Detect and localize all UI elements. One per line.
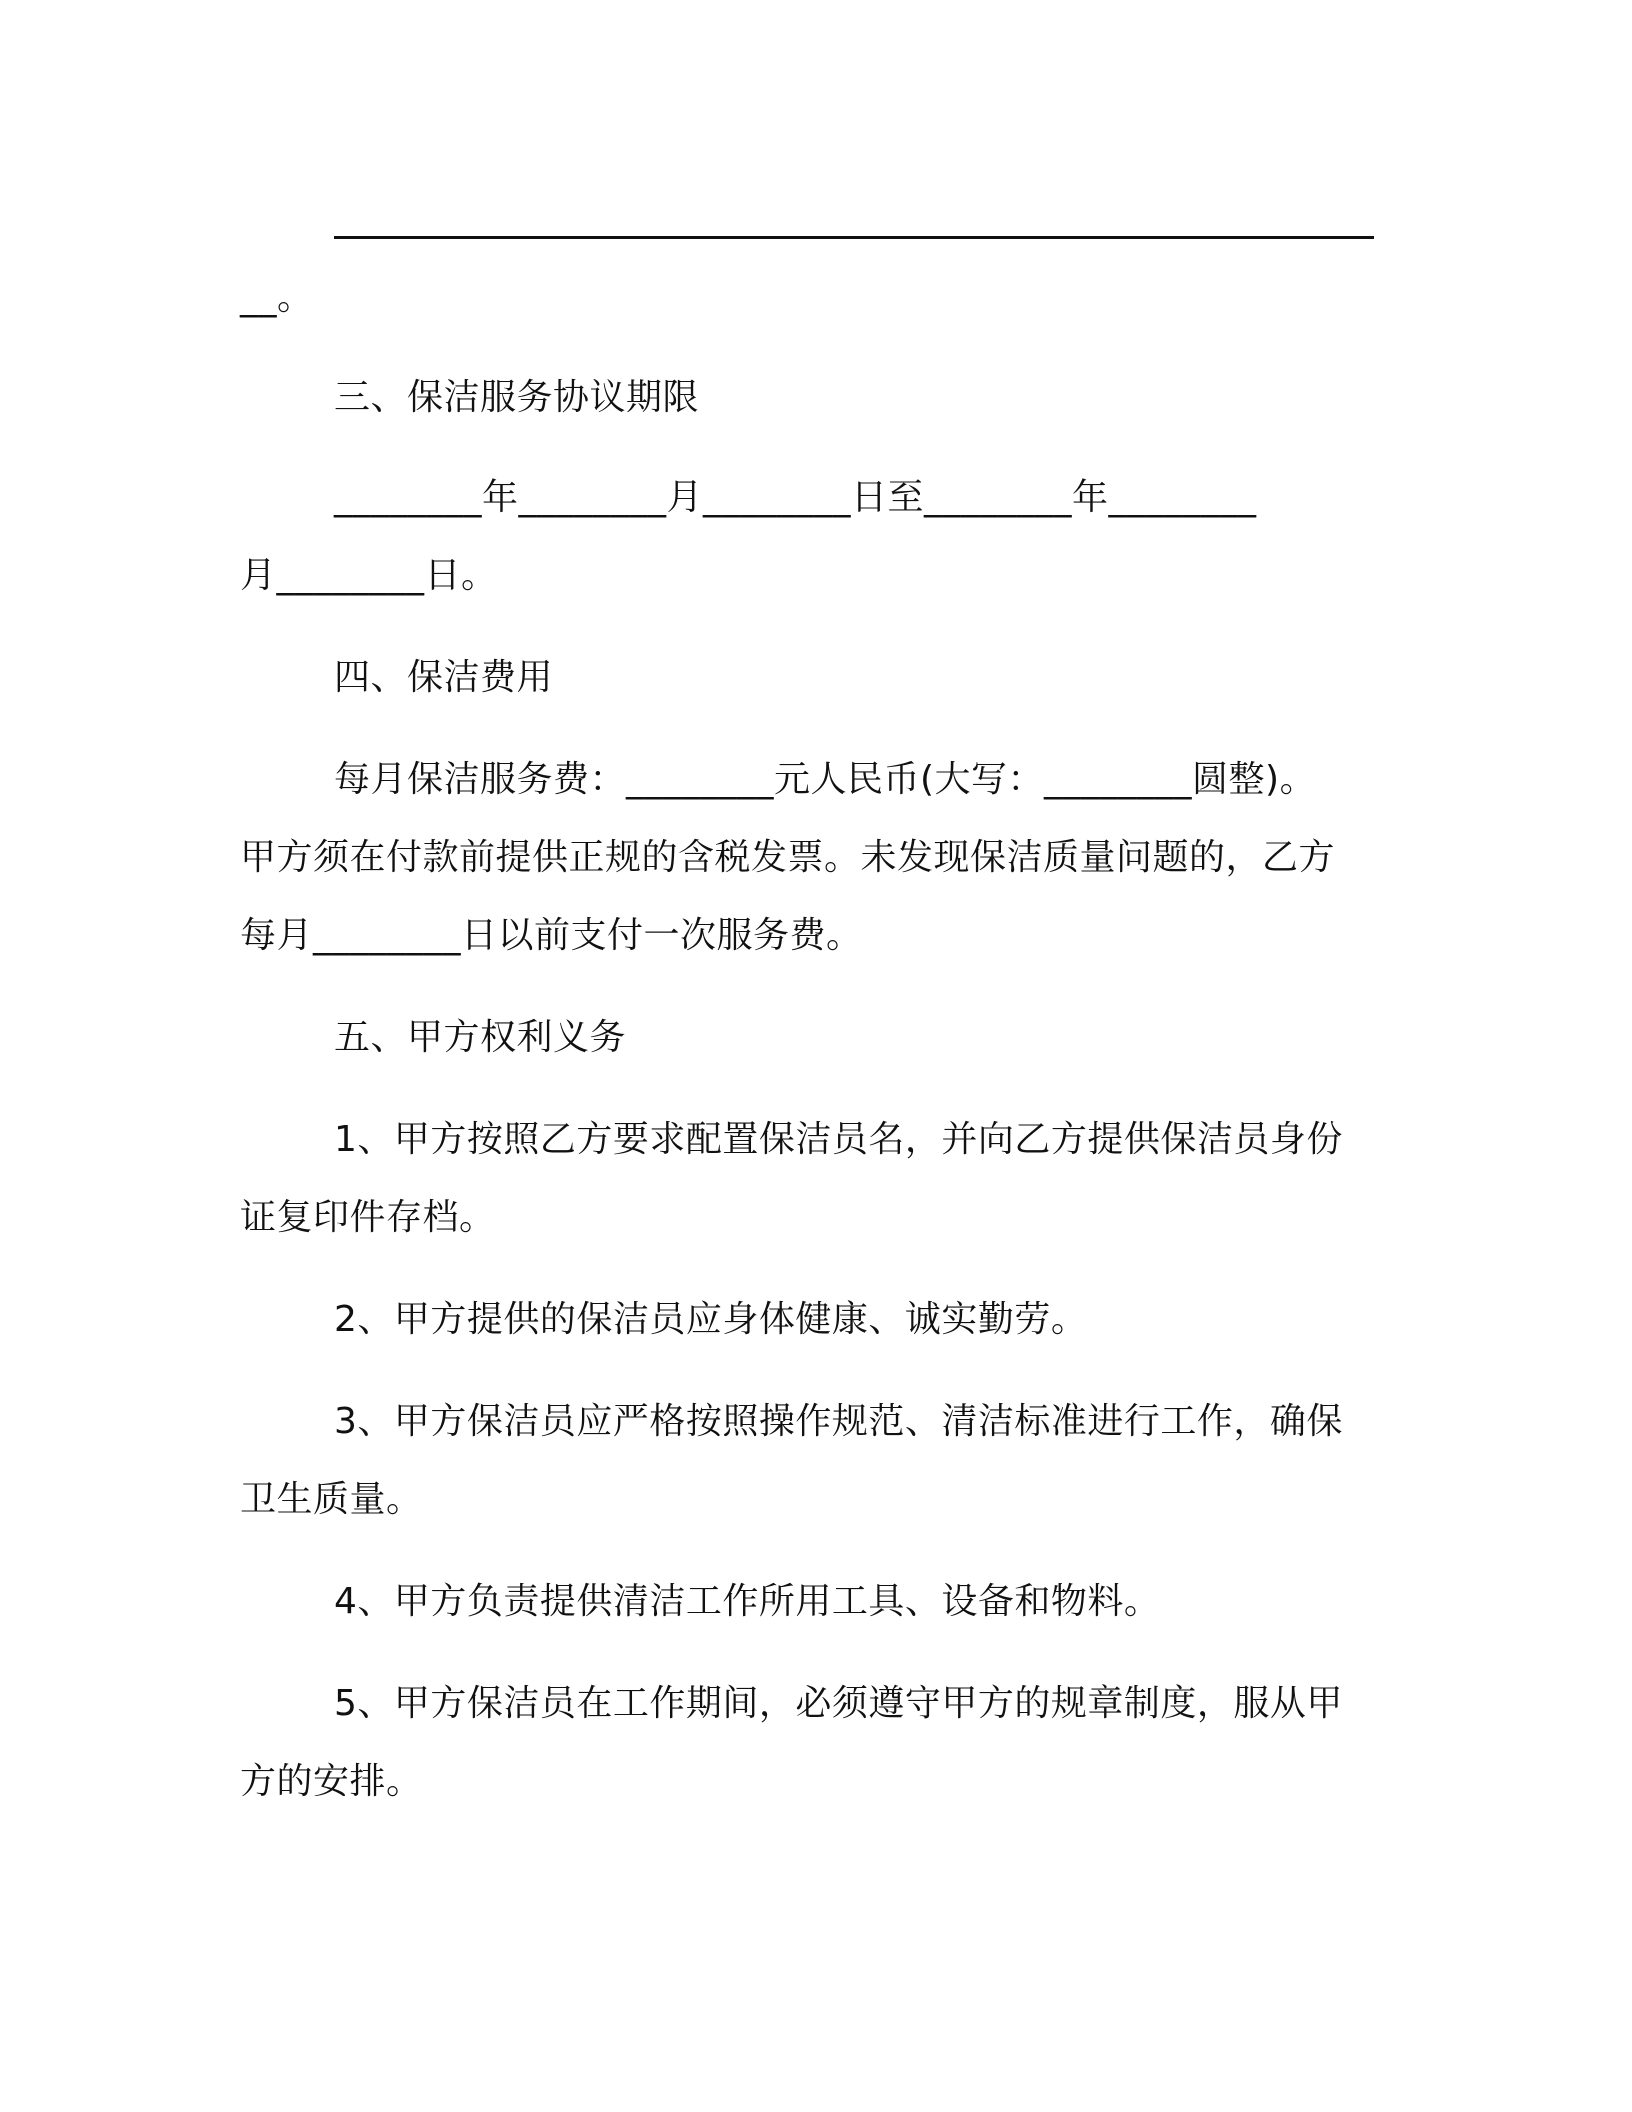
section-heading-fee: 四、保洁费用 [334,657,554,698]
clause-1-line-1: 1、甲方按照乙方要求配置保洁员名，并向乙方提供保洁员身份 [334,1119,1343,1160]
clause-3-line-1: 3、甲方保洁员应严格按照操作规范、清洁标准进行工作，确保 [334,1401,1343,1442]
clause-1-line-2: 证复印件存档。 [240,1197,496,1238]
fee-paragraph-line-3: 每月________日以前支付一次服务费。 [240,915,863,956]
blank-line-end: __。 [240,277,314,318]
fill-in-blank-rule [334,236,1374,239]
clause-5-line-2: 方的安排。 [240,1761,423,1802]
term-date-line: ________年________月________日至________年________ [334,477,1257,518]
fee-paragraph-line-2: 甲方须在付款前提供正规的含税发票。未发现保洁质量问题的，乙方 [240,837,1336,878]
term-date-line-cont: 月________日。 [240,555,498,596]
clause-3-line-2: 卫生质量。 [240,1479,423,1520]
clause-4: 4、甲方负责提供清洁工作所用工具、设备和物料。 [334,1581,1161,1622]
clause-2: 2、甲方提供的保洁员应身体健康、诚实勤劳。 [334,1299,1088,1340]
section-heading-party-a: 五、甲方权利义务 [334,1017,627,1058]
fee-paragraph-line-1: 每月保洁服务费：________元人民币(大写：________圆整)。 [334,759,1317,800]
section-heading-term: 三、保洁服务协议期限 [334,377,700,418]
clause-5-line-1: 5、甲方保洁员在工作期间，必须遵守甲方的规章制度，服从甲 [334,1683,1343,1724]
